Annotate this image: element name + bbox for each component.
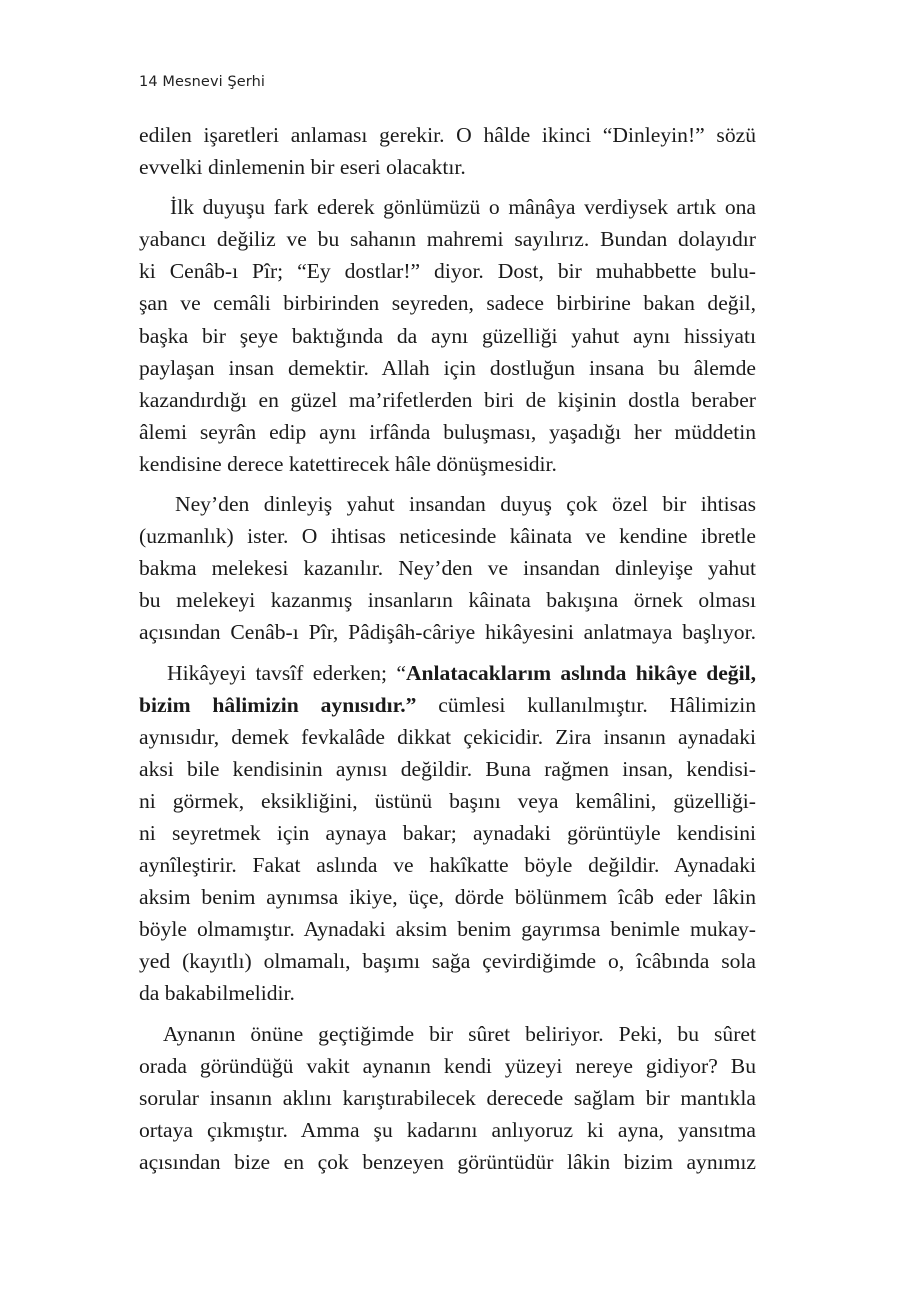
text-line: şan ve cemâli birbirinden seyreden, sadece birbirine bakan değil, [139,291,756,316]
text-run: cümlesi kullanılmıştır. Hâlimizin [416,692,756,717]
text-line: ortaya çıkmıştır. Amma şu kadarını anlıyoruz ki ayna, yansıtma [139,1117,756,1142]
text-line: bakma melekesi kazanılır. Ney’den ve insandan dinleyişe yahut [139,556,756,581]
text-line: sorular insanın aklını karıştırabilecek derecede sağlam bir mantıkla [139,1085,756,1110]
text-line: Aynanın önüne geçtiğimde bir sûret beliriyor. Peki, bu sûret [163,1021,756,1046]
text-run: Hikâyeyi tavsîf ederken; “ [167,660,406,685]
paragraph-2 [139,191,756,480]
text-line: aynısıdır, demek fevkalâde dikkat çekicidir. Zira insanın aynadaki [139,724,756,749]
text-line: aynîleştirir. Fakat aslında ve hakîkatte böyle değildir. Aynadaki [139,853,756,878]
bold-quote: Anlatacaklarım aslında hikâye değil, [405,660,756,685]
text-line: ni görmek, eksikliğini, üstünü başını veya kemâlini, güzelliği- [139,788,756,813]
text-line: kazandırdığı en güzel ma’rifetlerden biri de kişinin dostla beraber [139,387,756,412]
text-line: (uzmanlık) ister. O ihtisas neticesinde kâinata ve kendine ibretle [139,524,756,549]
text-line: açısından Cenâb-ı Pîr, Pâdişâh-câriye hikâyesini anlatmaya başlıyor. [139,620,756,645]
text-line: orada göründüğü vakit aynanın kendi yüzeyi nereye gidiyor? Bu [139,1053,756,1078]
text-line: İlk duyuşu fark ederek gönlümüzü o mânâya verdiysek artık ona [170,195,756,220]
bold-quote: bizim hâlimizin aynısıdır.” [139,692,417,717]
text-line: aksim benim aynımsa ikiye, üçe, dörde bölünmem îcâb eder lâkin [139,885,756,910]
text-line: âlemi seyrân edip aynı irfânda buluşması, yaşadığı her müddetin [139,419,756,444]
paragraph-5 [139,1018,756,1178]
page-body [139,119,756,1186]
text-line: evvelki dinlemenin bir eseri olacaktır. [139,155,466,180]
text-line: bu melekeyi kazanmış insanların kâinata bakışına örnek olması [139,588,756,613]
text-line: ni seyretmek için aynaya bakar; aynadaki görüntüyle kendisini [139,820,756,845]
text-line: aksi bile kendisinin aynısı değildir. Buna rağmen insan, kendisi- [139,756,756,781]
text-line: paylaşan insan demektir. Allah için dostluğun insana bu âlemde [139,355,756,380]
text-line: da bakabilmelidir. [139,981,295,1006]
text-line: ki Cenâb-ı Pîr; “Ey dostlar!” diyor. Dost, bir muhabbette bulu- [139,259,756,284]
text-line: böyle olmamıştır. Aynadaki aksim benim gayrımsa benimle mukay- [139,917,756,942]
text-line: açısından bize en çok benzeyen görüntüdür lâkin bizim aynımız [139,1149,756,1174]
paragraph-3 [139,488,756,648]
text-line: kendisine derece katettirecek hâle dönüşmesidir. [139,451,557,476]
text-line: yed (kayıtlı) olmamalı, başımı sağa çevirdiğimde o, îcâbında sola [139,949,756,974]
text-line: başka bir şeye baktığında da aynı güzelliği yahut aynı hissiyatı [139,323,756,348]
paragraph-4 [139,657,756,1010]
text-line [139,657,756,689]
text-line: Ney’den dinleyiş yahut insandan duyuş çok özel bir ihtisas [175,492,756,517]
text-line: yabancı değiliz ve bu sahanın mahremi sayılırız. Bundan dolayıdır [139,227,756,252]
running-header: 14 Mesnevi Şerhi [139,74,266,90]
text-line [139,689,756,721]
paragraph-1 [139,119,756,183]
text-line: edilen işaretleri anlaması gerekir. O hâlde ikinci “Dinleyin!” sözü [139,123,756,147]
